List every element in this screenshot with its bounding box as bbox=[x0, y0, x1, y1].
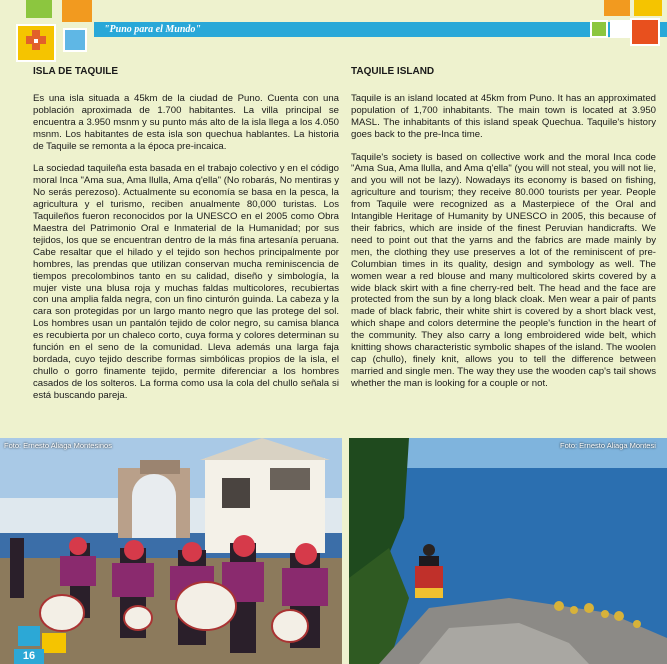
decor-tile-blue bbox=[63, 28, 87, 52]
english-paragraph-2: Taquile's society is based on collective work and the moral Inca code "Ama Sua, Ama llulla, and Ama q'ella" (you will not steal, you will not lie, and you will not be lazy). Nowadays its economy is based on fishing, agriculture and tourism; they receive 80.000 tourists per year. People from Taquile were recognized as a Masterpiece of the Oral and Intangible Heritage of Humanity by UNESCO in 2005, this because of their fabrics, which are inside of the finest Peruvian handicrafts. We need to point out that the yarns and the fabrics are made mainly by men, the clothing they use preserves a lot of the reminiscent of pre-Columbian times in its quality, design and symbology as well. The women wear a red blouse and many multicolored skirts covered by a wide black skirt with a fine cherry-red belt. The head and the face are protected from the sun by a long black cloak. Men wear a pair of pants made of black fabric, their white shirt is covered by a short black vest, which shape and colors determine the people's function in the heart of the community. They also carry a long embroidered wide belt, which knitting shows characteristic symbolic shapes of the island. The woolen cap (chullo), finely knit, allows you to tell the difference between married and single men. The way they use the wooden cap's tail shows whether the man is looking for a couple or not. bbox=[351, 151, 656, 389]
english-paragraph-1: Taquile is an island located at 45km from Puno. It has an approximated population of 1,700 inhabitants. The main town is located at 3.950 MASL. The inhabitants of this island speak Quechua. Taquile's history goes back to the pre-Inca time. bbox=[351, 92, 656, 140]
photo-credit-left: Foto: Ernesto Aliaga Montesinos bbox=[4, 441, 112, 450]
spanish-paragraph-1: Es una isla situada a 45km de la ciudad de Puno. Cuenta con una población aproximada de 1.700 habitantes. La villa principal se encuentra a 3.950 msnm y su punto más alto de la isla llega a los 4.050 msnm. Los habitantes de esta isla son quechua hablantes. La historia de Taquile se remonta a la época pre-incaica. bbox=[33, 92, 339, 152]
decor-tile-green bbox=[26, 0, 52, 18]
photo-credit-right: Foto: Ernesto Aliaga Montesi bbox=[560, 441, 656, 450]
decor-tile-orange bbox=[62, 0, 92, 22]
english-title: TAQUILE ISLAND bbox=[351, 66, 435, 77]
lake-photo bbox=[349, 438, 667, 664]
english-column bbox=[351, 66, 656, 401]
spanish-title: ISLA DE TAQUILE bbox=[33, 66, 118, 77]
page-header bbox=[0, 0, 667, 62]
festival-photo bbox=[0, 438, 342, 664]
spanish-paragraph-2: La sociedad taquileña esta basada en el trabajo colectivo y en el código moral Inca "Ama sua, Ama llulla, Ama q'ella" (No robarás, No mentiras y No serás perezoso). Actualmente su economía se basa en la pesca, la agricultura y el turismo, reciben anualmente 80,000 turistas. Los Taquileños fueron reconocidos por la UNESCO en el 2005 como Obra Maestra del Patrimonio Oral e Inmaterial de la Humanidad; por sus tejidos, los que se encuentran dentro de la más fina artesanía peruana. Cabe resaltar que el hilado y el tejido son hechos principalmente por hombres, las prendas que utilizan conservan mucha reminiscencia de tiempos precolombinos tanto en su calidad, diseño y simbología, la mujer viste una blusa roja y muchas faldas multicolores, recubiertas con una amplia falda negra, con un fino cinturón guinda. La cabeza y la cara son protegidas por un largo manto negro que las protege del sol. Los hombres usan un pantalón tejido de color negro, su camisa blanca es recubierta por un chaleco corto, cuya forma y colores determinan su función en el seno de la comunidad. Lleva además una larga faja bordada, cuyo tejido describe formas simbólicas propios de la isla, el chullo o gorro finamente tejido, permite diferenciar a los hombres casados de los solteros. La forma como usa la cola del chullo señala si está buscando pareja. bbox=[33, 163, 339, 401]
andean-cross-icon bbox=[20, 28, 52, 58]
decor-tile-right-orange bbox=[604, 0, 630, 16]
spanish-column bbox=[33, 66, 339, 413]
decor-tile-right-green bbox=[590, 20, 608, 38]
decor-tile-right-yellow bbox=[634, 0, 662, 16]
decor-tile-right-red bbox=[630, 18, 660, 46]
page-number: 16 bbox=[14, 649, 44, 664]
decor-tile-right-white bbox=[610, 20, 630, 38]
header-banner-title: "Puno para el Mundo" bbox=[104, 24, 201, 35]
